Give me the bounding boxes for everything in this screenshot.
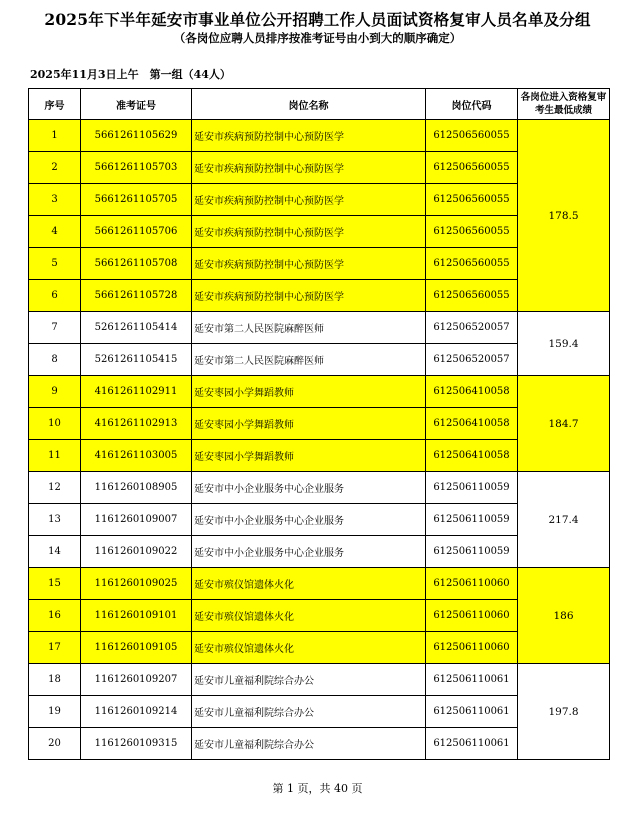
cell-position: 延安市疾病预防控制中心预防医学 [192,184,426,216]
cell-position: 延安市中小企业服务中心企业服务 [192,536,426,568]
cell-ticket: 5661261105703 [81,152,192,184]
cell-ticket: 1161260109101 [81,600,192,632]
table-row [29,120,610,152]
cell-seq: 5 [29,248,81,280]
cell-code: 612506110059 [426,472,518,504]
cell-seq: 4 [29,216,81,248]
cell-ticket: 5261261105415 [81,344,192,376]
session-label: 2025年11月3日上午 第一组（44人） [30,68,231,81]
cell-code: 612506110061 [426,696,518,728]
cell-seq: 15 [29,568,81,600]
cell-ticket: 5661261105708 [81,248,192,280]
cell-position: 延安市疾病预防控制中心预防医学 [192,248,426,280]
header-position: 岗位名称 [192,89,426,120]
cell-position: 延安市儿童福利院综合办公 [192,696,426,728]
cell-code: 612506560055 [426,184,518,216]
cell-ticket: 5661261105728 [81,280,192,312]
cell-ticket: 1161260109105 [81,632,192,664]
cell-seq: 19 [29,696,81,728]
cell-position: 延安市疾病预防控制中心预防医学 [192,152,426,184]
cell-position: 延安市中小企业服务中心企业服务 [192,504,426,536]
cell-code: 612506560055 [426,216,518,248]
table-row [29,312,610,344]
cell-ticket: 5261261105414 [81,312,192,344]
cell-seq: 8 [29,344,81,376]
cell-code: 612506560055 [426,280,518,312]
cell-ticket: 5661261105706 [81,216,192,248]
cell-position: 延安市第二人民医院麻醉医师 [192,312,426,344]
cell-position: 延安市殡仪馆遗体火化 [192,568,426,600]
cell-ticket: 1161260108905 [81,472,192,504]
cell-ticket: 1161260109025 [81,568,192,600]
cell-seq: 3 [29,184,81,216]
cell-code: 612506560055 [426,248,518,280]
table-row [29,568,610,600]
cell-code: 612506110061 [426,728,518,760]
page-title: 2025年下半年延安市事业单位公开招聘工作人员面试资格复审人员名单及分组 [44,10,591,29]
cell-seq: 14 [29,536,81,568]
cell-ticket: 5661261105629 [81,120,192,152]
cell-code: 612506110060 [426,600,518,632]
cell-seq: 10 [29,408,81,440]
cell-position: 延安市中小企业服务中心企业服务 [192,472,426,504]
cell-code: 612506560055 [426,120,518,152]
cell-code: 612506410058 [426,440,518,472]
cell-ticket: 4161261103005 [81,440,192,472]
cell-seq: 2 [29,152,81,184]
cell-code: 612506560055 [426,152,518,184]
cell-position: 延安市疾病预防控制中心预防医学 [192,120,426,152]
cell-code: 612506520057 [426,344,518,376]
cell-position: 延安市儿童福利院综合办公 [192,664,426,696]
cell-seq: 17 [29,632,81,664]
header-ticket: 准考证号 [81,89,192,120]
cell-code: 612506110059 [426,504,518,536]
cell-code: 612506110061 [426,664,518,696]
table-row [29,472,610,504]
cell-position: 延安市殡仪馆遗体火化 [192,600,426,632]
cell-position: 延安枣园小学舞蹈教师 [192,376,426,408]
cell-code: 612506520057 [426,312,518,344]
cell-seq: 1 [29,120,81,152]
cell-seq: 13 [29,504,81,536]
cell-seq: 12 [29,472,81,504]
cell-seq: 20 [29,728,81,760]
cell-ticket: 1161260109207 [81,664,192,696]
cell-ticket: 4161261102913 [81,408,192,440]
page-number: 第 1 页，共 40 页 [272,782,363,795]
cell-position: 延安市殡仪馆遗体火化 [192,632,426,664]
cell-seq: 9 [29,376,81,408]
cell-min-score: 159.4 [518,312,610,376]
cell-code: 612506110059 [426,536,518,568]
table-row [29,664,610,696]
cell-min-score: 197.8 [518,664,610,760]
cell-seq: 7 [29,312,81,344]
page-subtitle: （各岗位应聘人员排序按准考证号由小到大的顺序确定） [173,31,462,45]
cell-position: 延安市疾病预防控制中心预防医学 [192,280,426,312]
cell-ticket: 5661261105705 [81,184,192,216]
table-header-row [29,89,610,120]
cell-position: 延安市第二人民医院麻醉医师 [192,344,426,376]
cell-ticket: 1161260109315 [81,728,192,760]
cell-min-score: 186 [518,568,610,664]
cell-code: 612506110060 [426,568,518,600]
table-row [29,376,610,408]
header-seq: 序号 [29,89,81,120]
cell-position: 延安市疾病预防控制中心预防医学 [192,216,426,248]
cell-position: 延安市儿童福利院综合办公 [192,728,426,760]
cell-seq: 16 [29,600,81,632]
cell-seq: 11 [29,440,81,472]
cell-ticket: 4161261102911 [81,376,192,408]
cell-code: 612506410058 [426,408,518,440]
cell-seq: 18 [29,664,81,696]
cell-ticket: 1161260109007 [81,504,192,536]
cell-ticket: 1161260109022 [81,536,192,568]
candidate-table [28,88,610,760]
header-min-score: 各岗位进入资格复审考生最低成绩 [518,89,610,120]
cell-position: 延安枣园小学舞蹈教师 [192,440,426,472]
cell-code: 612506410058 [426,376,518,408]
cell-position: 延安枣园小学舞蹈教师 [192,408,426,440]
cell-min-score: 217.4 [518,472,610,568]
header-code: 岗位代码 [426,89,518,120]
cell-min-score: 178.5 [518,120,610,312]
table-body [29,120,610,760]
cell-seq: 6 [29,280,81,312]
cell-code: 612506110060 [426,632,518,664]
cell-min-score: 184.7 [518,376,610,472]
cell-ticket: 1161260109214 [81,696,192,728]
